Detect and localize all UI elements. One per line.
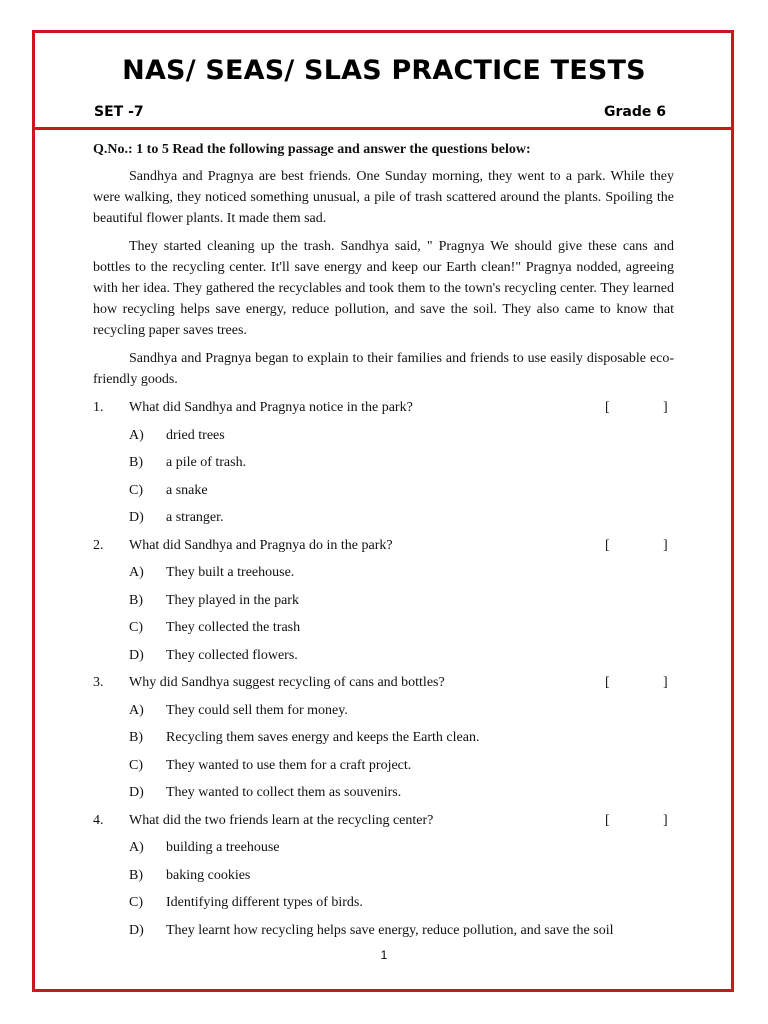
option-item [93,480,674,508]
answer-bracket-close: ] [663,812,668,828]
answer-bracket-open: [ [605,675,610,690]
option-letter: C) [129,895,143,910]
option-text: They wanted to collect them as souvenirs. [166,785,402,800]
option-letter: A) [129,702,144,718]
option-text: They collected flowers. [166,647,298,663]
option-text: baking cookies [166,867,251,883]
option-text: They played in the park [166,592,299,608]
option-text: Identifying different types of birds. [166,895,363,910]
option-item [93,617,674,645]
question-2 [93,535,674,563]
option-text: a snake [166,482,208,498]
question-text: What did the two friends learn at the recycling center? [129,812,434,828]
question-text: Why did Sandhya suggest recycling of cans and bottles? [129,675,445,690]
option-text: They could sell them for money. [166,702,348,718]
answer-bracket-open: [ [605,537,610,553]
option-text: They collected the trash [166,620,301,635]
question-number: 4. [93,812,104,828]
option-text: They learnt how recycling helps save energy, reduce pollution, and save the soil [166,922,614,938]
option-item [93,920,674,948]
option-item [93,700,674,728]
option-letter: A) [129,427,144,443]
option-item [93,755,674,783]
option-item [93,892,674,920]
option-item [93,425,674,453]
option-letter: B) [129,455,143,470]
option-letter: D) [129,785,144,800]
option-item [93,727,674,755]
test-content [93,139,674,947]
instructions: Q.No.: 1 to 5 Read the following passage and answer the questions below: [93,142,531,157]
passage-paragraph: They started cleaning up the trash. Sandhya said, " Pragnya We should give these cans and bottles to the recycling center. It'll save energy and keep our Earth clean!" Pragnya nodded, agreeing with her idea. They gathered the recyclables and took them to the town's recycling center. They learned how recycling helps save energy, reduce pollution, and save the soil. They also came to know that recycling paper saves trees. [93,239,674,338]
grade-label: Grade 6 [604,104,666,120]
question-number: 2. [93,537,104,553]
option-text: Recycling them saves energy and keeps the Earth clean. [166,730,480,745]
question-3 [93,672,674,700]
option-letter: D) [129,922,144,938]
header-divider [32,127,734,130]
option-letter: B) [129,867,143,883]
option-text: a stranger. [166,510,224,525]
question-4 [93,810,674,838]
question-text: What did Sandhya and Pragnya notice in the park? [129,400,413,415]
option-letter: B) [129,592,143,608]
option-letter: A) [129,565,144,580]
option-item [93,507,674,535]
page-number: 1 [380,948,388,962]
option-item [93,645,674,673]
passage-paragraph: Sandhya and Pragnya are best friends. One Sunday morning, they went to a park. While they were walking, they noticed something unusual, a pile of trash scattered around the plants. Spoiling the beautiful flower plants. It made them sad. [93,169,674,226]
option-item [93,562,674,590]
passage-paragraph: Sandhya and Pragnya began to explain to their families and friends to use easily disposable eco-friendly goods. [93,351,674,387]
question-1 [93,397,674,425]
option-text: building a treehouse [166,840,280,855]
option-item [93,782,674,810]
question-number: 1. [93,400,104,415]
page-title: NAS/ SEAS/ SLAS PRACTICE TESTS [122,55,646,86]
question-number: 3. [93,675,104,690]
answer-bracket-open: [ [605,400,610,415]
option-item [93,865,674,893]
option-letter: B) [129,730,143,745]
option-letter: D) [129,647,144,663]
option-text: They built a treehouse. [166,565,295,580]
option-letter: C) [129,757,143,773]
option-letter: D) [129,510,144,525]
option-item [93,590,674,618]
answer-bracket-open: [ [605,812,610,828]
option-item [93,452,674,480]
set-label: SET -7 [94,104,144,120]
option-letter: A) [129,840,144,855]
option-text: dried trees [166,427,225,443]
answer-bracket-close: ] [663,400,668,415]
option-letter: C) [129,482,143,498]
answer-bracket-close: ] [663,675,668,690]
option-letter: C) [129,620,143,635]
option-text: a pile of trash. [166,455,247,470]
answer-bracket-close: ] [663,537,668,553]
option-text: They wanted to use them for a craft project. [166,757,412,773]
option-item [93,837,674,865]
question-text: What did Sandhya and Pragnya do in the park? [129,537,393,553]
